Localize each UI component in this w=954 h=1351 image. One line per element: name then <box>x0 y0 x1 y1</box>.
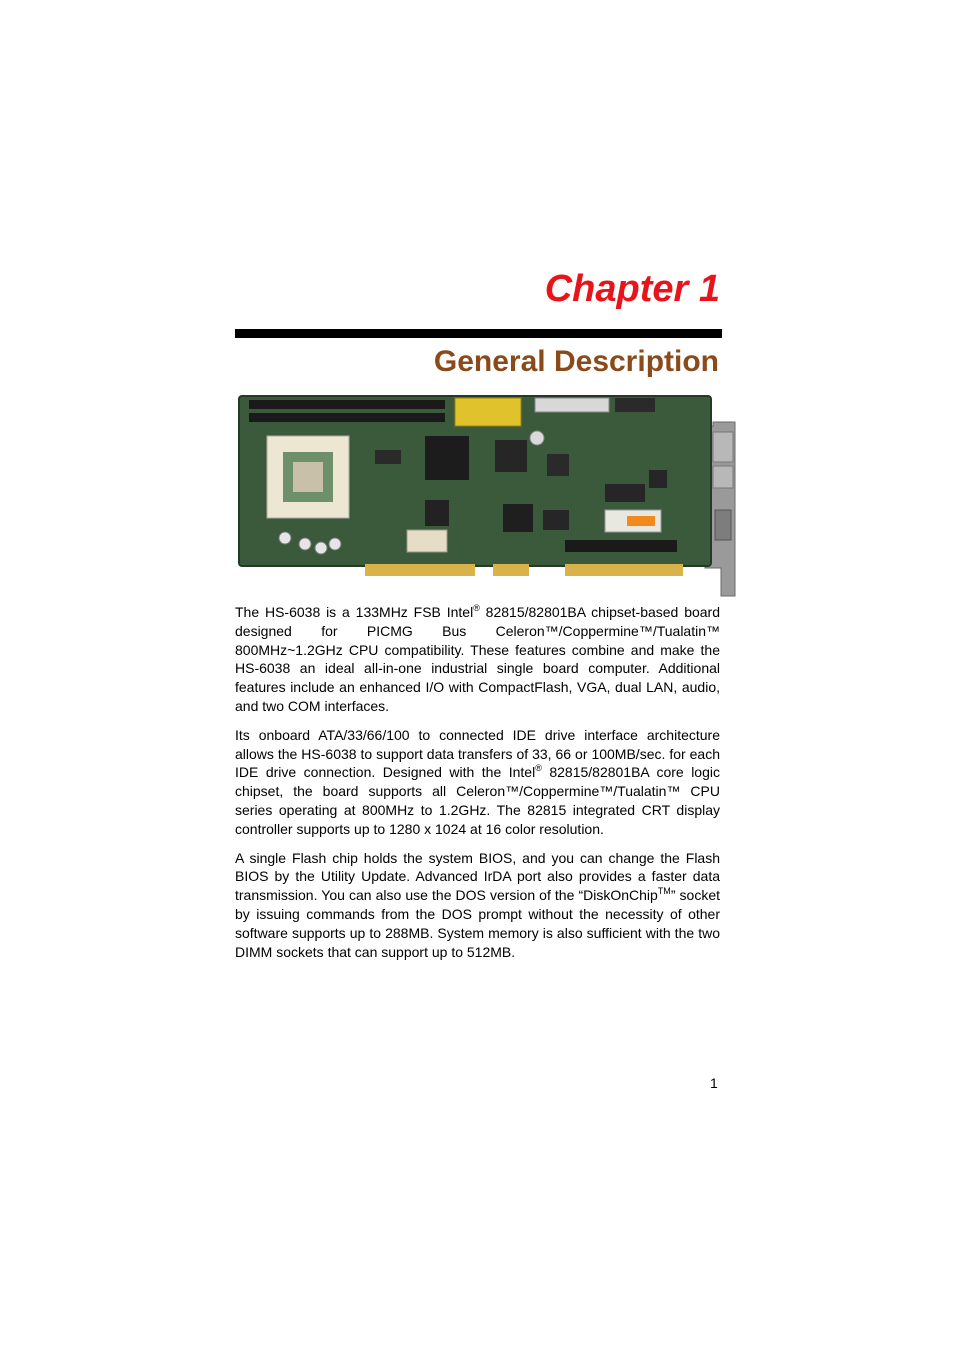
trademark-mark: TM <box>657 886 671 897</box>
body-text <box>235 603 720 971</box>
section-title: General Description <box>433 345 719 378</box>
board-photo <box>235 392 749 598</box>
paragraph-ide: Its onboard ATA/33/66/100 to connected IDE drive interface architecture allows the HS-6038 to support data transfers of 33, 66 or 100MB/sec. for each IDE drive connection. Designed with the Intel® 82815/82801BA core logic chipset, the board supports all Celeron™/Coppermine™/Tualatin™ CPU series operating at 800MHz to 1.2GHz. The 82815 integrated CRT display controller supports up to 1280 x 1024 at 16 color resolution. <box>235 726 720 837</box>
chapter-heading: Chapter 1 <box>544 268 720 310</box>
paragraph-bios: A single Flash chip holds the system BIOS, and you can change the Flash BIOS by the Utility Update. Advanced IrDA port also provides a faster data transmission. You can also use the DOS version of the “DiskOnChip™” socket by issuing commands from the DOS prompt without the necessity of other software supports up to 288MB. System memory is also sufficient with the two DIMM sockets that can support up to 512MB. <box>235 849 721 960</box>
registered-mark: ® <box>473 603 480 613</box>
paragraph-intro: The HS-6038 is a 133MHz FSB Intel® 82815/82801BA chipset-based board designed for PICMG Bus Celeron™/Coppermine™/Tualatin™ 800MHz~1.2GHz CPU compatibility. These features combine and make the HS-6038 an ideal all-in-one industrial single board computer. Additional features include an enhanced I/O with CompactFlash, VGA, dual LAN, audio, and two COM interfaces. <box>235 603 720 714</box>
chapter-rule <box>235 329 722 338</box>
registered-mark: ® <box>535 763 542 774</box>
page-number: 1 <box>710 1075 718 1091</box>
